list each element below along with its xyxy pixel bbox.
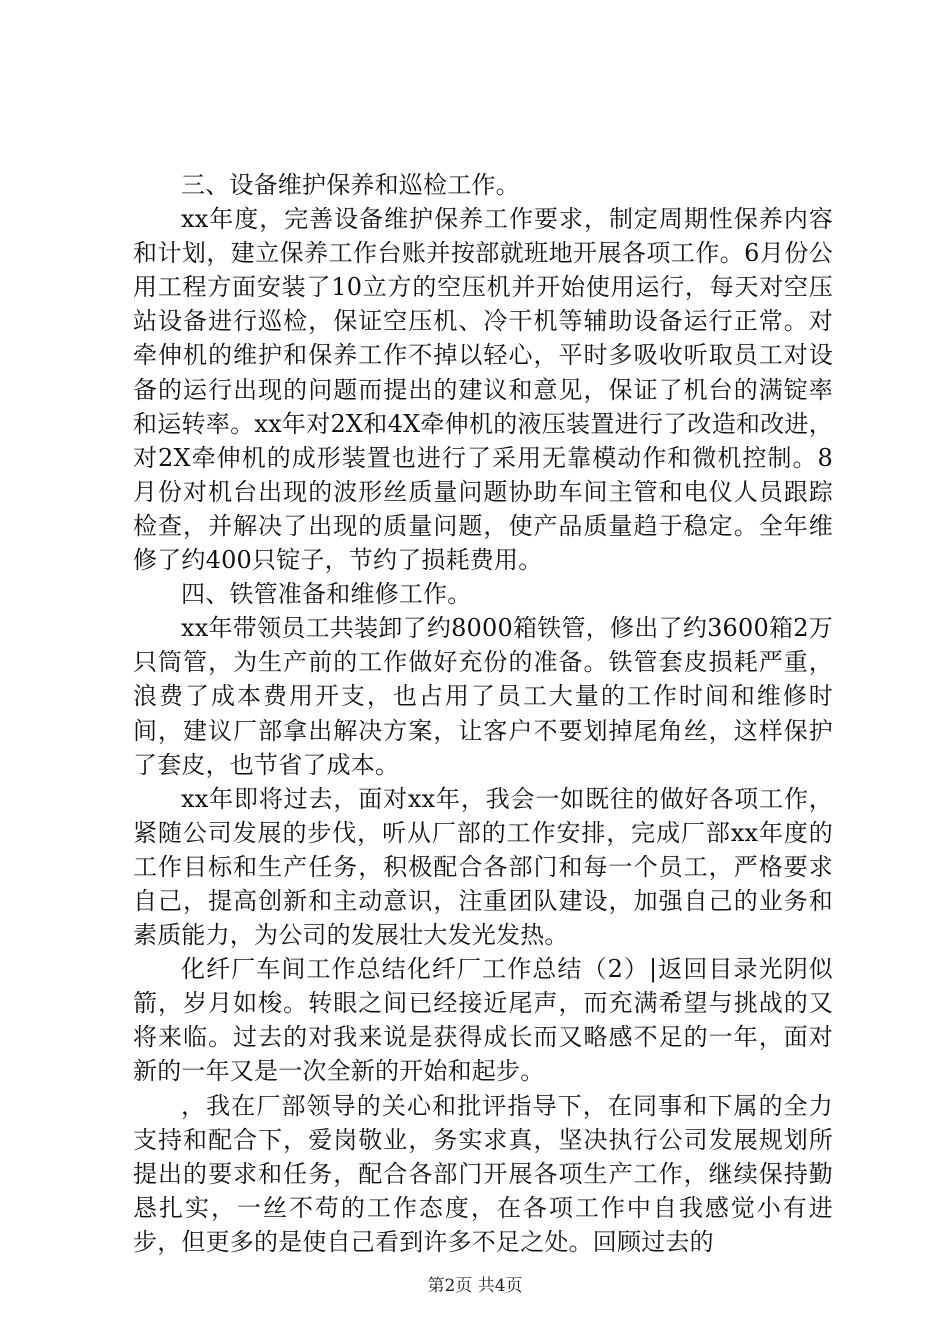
page-number-indicator: 第2页 共4页 [427,1276,523,1296]
section-heading-iron-tube-preparation: 四、铁管准备和维修工作。 [181,580,472,609]
paragraph-summary-two-body: ，我在厂部领导的关心和批评指导下，在同事和下属的全力支持和配合下，爱岗敬业，务实求真，坚决执行公司发展规划所提出的要求和任务，配合各部门开展各项生产工作，继续保持勤恳扎实，一丝不苟的工作态度，在各项工作中自我感觉小有进步，但更多的是使自己看到许多不足之处。回顾过去的 [133,1091,833,1256]
paragraph-summary-two-intro: 化纤厂车间工作总结化纤厂工作总结（2）|返回目录光阴似箭，岁月如梭。转眼之间已经接近尾声，而充满希望与挑战的又将来临。过去的对我来说是获得成长而又略感不足的一年，面对新的一年又是一次全新的开始和起步。 [133,955,833,1086]
paragraph-iron-tube-preparation: xx年带领员工共装卸了约8000箱铁管，修出了约3600箱2万只筒管，为生产前的工作做好充份的准备。铁管套皮损耗严重，浪费了成本费用开支，也占用了员工大量的工作时间和维修时间，建议厂部拿出解决方案，让客户不要划掉尾角丝，这样保护了套皮，也节省了成本。 [133,614,833,779]
paragraph-outlook: xx年即将过去，面对xx年，我会一如既往的做好各项工作，紧随公司发展的步伐，听从厂部的工作安排，完成厂部xx年度的工作目标和生产任务，积极配合各部门和每一个员工，严格要求自己，提高创新和主动意识，注重团队建设，加强自己的业务和素质能力，为公司的发展壮大发光发热。 [133,784,833,950]
page-footer [0,1275,950,1297]
section-heading-equipment-maintenance: 三、设备维护保养和巡检工作。 [181,171,520,199]
document-body [133,168,833,1259]
paragraph-equipment-maintenance: xx年度，完善设备维护保养工作要求，制定周期性保养内容和计划，建立保养工作台账并按部就班地开展各项工作。6月份公用工程方面安装了10立方的空压机并开始使用运行，每天对空压站设备进行巡检，保证空压机、冷干机等辅助设备运行正常。对牵伸机的维护和保养工作不掉以轻心，平时多吸收听取员工对设备的运行出现的问题而提出的建议和意见，保证了机台的满锭率和运转率。xx年对2X和4X牵伸机的液压装置进行了改造和改进，对2X牵伸机的成形装置也进行了采用无靠模动作和微机控制。8月份对机台出现的波形丝质量问题协助车间主管和电仪人员跟踪检查，并解决了出现的质量问题，使产品质量趋于稳定。全年维修了约400只锭子，节约了损耗费用。 [133,205,833,575]
